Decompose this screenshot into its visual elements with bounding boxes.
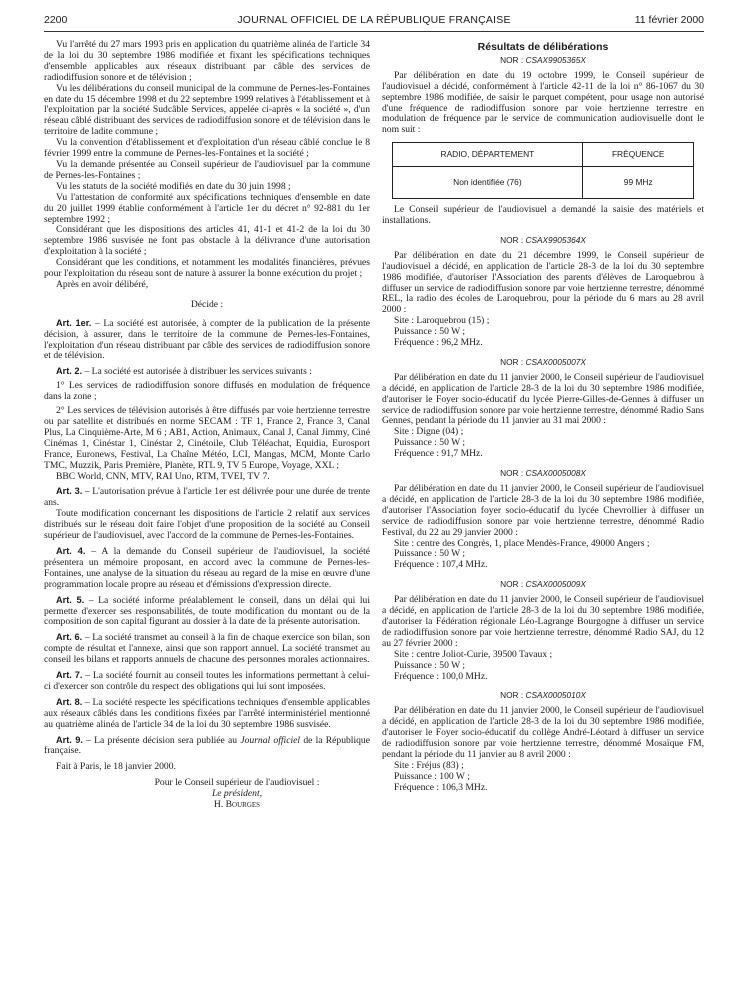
table-cell-radio: Non identifiée (76)	[392, 167, 582, 199]
article-3-text-2: Toute modification concernant les dispositions de l'article 2 relatif aux services distribués sur le réseau doit faire l'objet d'une proposition de la société au Conseil supérieur de l'audiovisuel, avec l'accord de la commune de Pernes-les-Fontaines.	[44, 508, 370, 542]
nor-2	[382, 235, 704, 246]
deliberation-6-site: Site : Fréjus (83) ;	[394, 759, 464, 771]
nor-3	[382, 357, 704, 368]
nor-1-code: CSAX9905365X	[525, 54, 586, 65]
article-2-item-1: 1° Les services de radiodiffusion sonore diffusés en modulation de fréquence dans la zone ;	[44, 380, 370, 403]
article-4	[44, 546, 370, 591]
frequency-table	[392, 142, 695, 199]
nor-4	[382, 468, 704, 479]
nor-4-prefix: NOR :	[500, 468, 526, 479]
article-6-text: – La société transmet au conseil à la fin de chaque exercice son bilan, son compte de résultat et l'annexe, ainsi que son rapport annuel. La société transmet au conseil les bilans et rapports annuels de chacune des personnes morales actionnaires.	[44, 632, 370, 666]
right-column	[382, 40, 704, 794]
article-2-item-2: 2° Les services de télévision autorisés à être diffusés par voie hertzienne terrestre ou par satellite et distribués en norme SECAM : TF 1, France 2, France 3, Canal Plus, La Cinquième-Arte, M 6 ; AB1, Action, Animaux, Canal J, Canal Jimmy, Ciné Cinémas 1, Cinéstar 1, Cinéstar 2, Cinétoile, Club Téléachat, Equidia, Eurosport France, Euronews, Festival, La Chaîne Météo, LCI, Mangas, MCM, Monte Carlo TMC, Muzzik, Paris Première, Planète, RTL 9, TV 5 Europe, Voyage, XXL ;	[44, 405, 370, 471]
fait-a-paris: Fait à Paris, le 18 janvier 2000.	[56, 761, 176, 773]
page-number: 2200	[44, 14, 68, 26]
nor-5-prefix: NOR :	[500, 579, 526, 590]
article-7-label: Art. 7.	[56, 670, 83, 681]
article-7	[44, 670, 370, 693]
article-2-item-3: BBC World, CNN, MTV, RAI Uno, RTM, TVEI, TV 7.	[56, 470, 270, 482]
signature-title	[44, 789, 370, 800]
apres-delibere: Après en avoir délibéré,	[56, 278, 149, 290]
deliberation-1: Par délibération en date du 19 octobre 1999, le Conseil supérieur de l'audiovisuel a décidé, conformément à l'article 42-11 de la loi n° 86-1067 du 30 septembre 1986 modifiée, de saisir le parquet compétent, pour usage non autorisé d'une fréquence de radiodiffusion sonore par voie hertzienne terrestre en modulation de fréquence par le service de communication audiovisuelle dont le nom suit :	[382, 69, 704, 136]
table-cell-frequency: 99 MHz	[583, 167, 694, 199]
nor-2-code: CSAX9905364X	[525, 234, 586, 245]
table-header-frequency: FRÉQUENCE	[583, 143, 694, 167]
deliberation-3-site: Site : Digne (04) ;	[394, 426, 464, 438]
nor-6-prefix: NOR :	[500, 690, 526, 701]
nor-5	[382, 579, 704, 590]
table-header-radio: RADIO, DÉPARTEMENT	[392, 143, 582, 167]
table-header-row	[392, 143, 694, 167]
page-header	[44, 10, 704, 30]
signature-title-text: Le président,	[211, 788, 263, 800]
deliberation-6: Par délibération en date du 11 janvier 2000, le Conseil supérieur de l'audiovisuel a décidé, en application de l'article 28-3 de la loi du 30 septembre 1986 modifiée, d'autoriser le Foyer socio-éducatif du collège André-Léotard à diffuser un service de radiodiffusion sonore par voie hertzienne terrestre, dénommé Mosaïque FM, pendant la période du 11 janvier au 8 avril 2000 :	[382, 705, 704, 760]
deliberation-6-frequency: Fréquence : 106,3 MHz.	[394, 781, 488, 793]
considerant-1: Considérant que les dispositions des articles 41, 41-1 et 41-2 de la loi du 30 septembre 1986 susvisée ne font pas obstacle à la délivrance d'une autorisation d'exploitation à la société ;	[44, 224, 370, 258]
nor-6	[382, 690, 704, 701]
article-2-label: Art. 2.	[56, 366, 83, 377]
article-7-text: – La société fournit au conseil toutes les informations permettant à celui-ci d'exercer son contrôle du respect des obligations qui lui sont imposées.	[44, 670, 370, 692]
nor-2-prefix: NOR :	[500, 234, 526, 245]
journal-title: JOURNAL OFFICIEL DE LA RÉPUBLIQUE FRANÇAISE	[237, 14, 511, 26]
article-9-journal: Journal officiel	[240, 734, 301, 746]
visa-5: Vu les statuts de la société modifiés en date du 30 juin 1998 ;	[56, 180, 291, 192]
article-5-text: – La société informe préalablement le conseil, dans un délai qui lui permette d'exercer ses responsabilités, de toute modification du montant ou de la composition de son capital figurant au dossier à la date de la présente autorisation.	[44, 594, 370, 628]
article-1	[44, 318, 370, 363]
deliberation-5-frequency: Fréquence : 100,0 MHz.	[394, 670, 488, 682]
signature-name: H. Bourges	[213, 799, 261, 811]
article-3-label: Art. 3.	[56, 486, 83, 497]
deliberation-6-power: Puissance : 100 W ;	[394, 770, 470, 782]
article-6	[44, 632, 370, 666]
nor-5-code: CSAX0005009X	[525, 579, 586, 590]
left-column	[44, 40, 370, 811]
article-9-label: Art. 9.	[56, 734, 83, 745]
nor-1	[382, 55, 704, 66]
issue-date: 11 février 2000	[634, 14, 704, 26]
deliberation-3: Par délibération en date du 11 janvier 2000, le Conseil supérieur de l'audiovisuel a décidé, en application de l'article 28-3 de la loi du 30 septembre 1986 modifiée, d'autoriser le Foyer socio-éducatif du lycée Pierre-Gilles-de-Gennes à diffuser un service de radiodiffusion sonore par voie hertzienne terrestre, dénommé Radio Sans Gennes, pendant la période du 11 janvier au 31 mai 2000 :	[382, 371, 704, 427]
deliberation-4-power: Puissance : 50 W ;	[394, 548, 466, 560]
nor-6-code: CSAX0005010X	[525, 690, 586, 701]
visa-6: Vu l'attestation de conformité aux spécifications techniques d'ensemble en date du 20 juillet 1999 établie conformément à l'article 1er du décret n° 92-881 du 1er septembre 1992 ;	[44, 191, 370, 225]
article-5	[44, 595, 370, 629]
article-9-text-a: – La présente décision sera publiée au	[82, 734, 241, 746]
article-4-text: – A la demande du Conseil supérieur de l'audiovisuel, la société présentera un mémoire proposant, en accord avec la commune de Pernes-les-Fontaines, une analyse de la situation du réseau au regard de la mise en œuvre d'une programmation locale propre au réseau et d'émissions d'expression directe.	[44, 545, 370, 590]
deliberation-1-after: Le Conseil supérieur de l'audiovisuel a demandé la saisie des matériels et installations.	[382, 204, 704, 226]
table-row	[392, 167, 694, 199]
deliberation-5-site: Site : centre Joliot-Curie, 39500 Tavaux ;	[394, 648, 553, 660]
nor-3-prefix: NOR :	[500, 356, 526, 367]
section-title: Résultats de délibérations	[477, 41, 609, 53]
deliberation-5-power: Puissance : 50 W ;	[394, 659, 466, 671]
article-8	[44, 697, 370, 731]
deliberation-4: Par délibération en date du 11 janvier 2000, le Conseil supérieur de l'audiovisuel a décidé, en application de l'article 28-3 de la loi du 30 septembre 1986 modifiée, d'autoriser l'Association foyer socio-éducatif du lycée Chevrollier à diffuser un service de radiodiffusion sonore par voie hertzienne terrestre, dénommé Radio Festival, du 22 au 29 janvier 2000 :	[382, 483, 704, 538]
header-rule	[44, 31, 704, 32]
deliberation-3-power: Puissance : 50 W ;	[394, 437, 466, 449]
deliberation-4-site: Site : centre des Congrès, 1, place Mendès-France, 49000 Angers ;	[394, 537, 650, 549]
article-4-label: Art. 4.	[56, 545, 86, 556]
visa-2: Vu les délibérations du conseil municipal de la commune de Pernes-les-Fontaines en date du 15 décembre 1998 et du 22 septembre 1999 relatives à l'établissement et à l'exploitation par la société Sudcâble Services, appelée ci-après « la société », d'un réseau câblé distribuant des services de radiodiffusion sonore et de télévision dans le territoire de ladite commune ;	[44, 82, 370, 138]
considerant-2: Considérant que les conditions, et notamment les modalités financières, prévues pour l'exploitation du réseau sont de nature à assurer la bonne exécution du projet ;	[44, 257, 370, 280]
article-8-text: – La société respecte les spécifications techniques d'ensemble applicables aux réseaux câblés dans les conditions fixées par l'arrêté interministériel mentionné au quatrième alinéa de l'article 34 de la loi du 30 septembre 1986 susvisée.	[44, 696, 370, 730]
nor-1-prefix: NOR :	[500, 54, 526, 65]
article-8-label: Art. 8.	[56, 696, 83, 707]
article-9	[44, 735, 370, 758]
visa-1: Vu l'arrêté du 27 mars 1993 pris en application du quatrième alinéa de l'article 34 de la loi du 30 septembre 1986 modifiée et fixant les spécifications techniques d'ensemble applicables aux réseaux distribuant par câble des services de radiodiffusion sonore et de télévision ;	[44, 39, 370, 83]
nor-3-code: CSAX0005007X	[525, 356, 586, 367]
decide-heading: Décide :	[190, 298, 224, 310]
article-9-text-b: de la République française.	[44, 734, 370, 757]
signature-for: Pour le Conseil supérieur de l'audiovisuel :	[154, 777, 320, 789]
deliberation-2-power: Puissance : 50 W ;	[394, 326, 466, 338]
article-1-label: Art. 1er.	[56, 317, 92, 328]
article-2-text: – La société est autorisée à distribuer les services suivants :	[82, 366, 312, 378]
article-2	[44, 366, 370, 378]
article-6-label: Art. 6.	[56, 632, 83, 643]
deliberation-2-frequency: Fréquence : 96,2 MHz.	[394, 337, 483, 349]
article-3	[44, 486, 370, 509]
deliberation-2-site: Site : Laroquebrou (15) ;	[394, 315, 490, 327]
visa-3: Vu la convention d'établissement et d'exploitation d'un réseau câblé conclue le 8 février 1999 entre la commune de Pernes-les-Fontaines et la société ;	[44, 137, 370, 160]
article-3-text: – L'autorisation prévue à l'article 1er est délivrée pour une durée de trente ans.	[44, 486, 370, 509]
article-5-label: Art. 5.	[56, 594, 85, 605]
nor-4-code: CSAX0005008X	[525, 468, 586, 479]
article-1-text: – La société est autorisée, à compter de la publication de la présente décision, à assurer, dans le territoire de la commune de Pernes-les-Fontaines, l'exploitation d'un réseau distribuant par câble des services de radiodiffusion sonore et de télévision.	[44, 317, 371, 362]
deliberation-4-frequency: Fréquence : 107,4 MHz.	[394, 559, 488, 571]
deliberation-3-frequency: Fréquence : 91,7 MHz.	[394, 448, 483, 460]
deliberation-2: Par délibération en date du 21 décembre 1999, le Conseil supérieur de l'audiovisuel a décidé, en application de l'article 28-3 de la loi du 30 septembre 1986 modifiée, d'autoriser l'Association des parents d'élèves de Laroquebrou à diffuser un service de radiodiffusion sonore par voie hertzienne terrestre, dénommé REL, la radio des écoles de Laroquebrou, pour la période du 6 mars au 28 avril 2000 :	[382, 249, 704, 316]
deliberation-5: Par délibération en date du 11 janvier 2000, le Conseil supérieur de l'audiovisuel a décidé, en application de l'article 28-3 de la loi du 30 septembre 1986 modifiée, d'autoriser la Fédération régionale Léo-Lagrange Bourgogne à diffuser un service de radiodiffusion sonore par voie hertzienne terrestre, dénommé Radio SAJ, du 12 au 27 février 2000 :	[382, 594, 704, 649]
visa-4: Vu la demande présentée au Conseil supérieur de l'audiovisuel par la commune de Pernes-les-Fontaines ;	[44, 158, 370, 181]
